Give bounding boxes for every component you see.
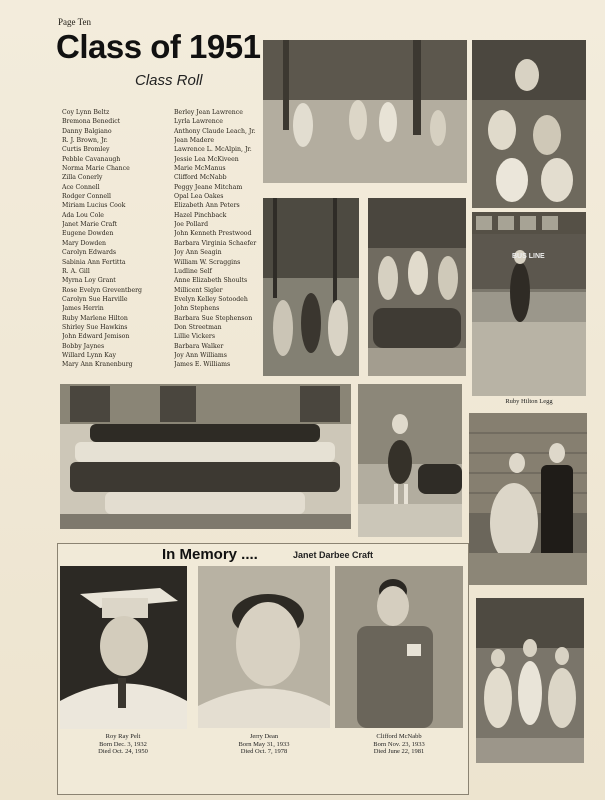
photo-girls-on-car <box>368 198 466 376</box>
photo-class-group <box>60 384 351 529</box>
class-roll-name: Hazel Pinchback <box>174 211 227 219</box>
class-roll-name: Anthony Claude Leach, Jr. <box>174 127 256 135</box>
page-title: Class of 1951 <box>56 28 261 65</box>
photo-three-friends <box>476 598 584 763</box>
class-roll-name: Coy Lynn Beltz <box>62 109 110 116</box>
class-roll-name: James Herrin <box>62 305 104 313</box>
class-roll-name: Danny Balgiano <box>62 127 112 135</box>
bus-sign-text: BUS LINE <box>512 253 545 260</box>
in-memory-heading: In Memory .... <box>162 546 258 563</box>
class-roll-name: Mary Dowden <box>62 239 107 247</box>
class-roll-name: Joy Ann Williams <box>174 351 227 359</box>
memorial-died: Died June 22, 1981 <box>373 748 425 756</box>
class-roll-name: Clifford McNabb <box>174 174 227 182</box>
class-roll-heading: Class Roll <box>135 72 203 89</box>
class-roll-name: John Edward Jemison <box>62 333 130 341</box>
photo-jerry-dean <box>198 566 330 728</box>
memorial-name: Roy Ray Pelt <box>105 733 141 740</box>
class-roll-name: Rodger Connell <box>62 193 111 201</box>
class-roll-name: John Kenneth Prestwood <box>174 230 252 238</box>
photo-group-posing <box>472 40 586 208</box>
caption-ruby-hilton-legg: Ruby Hilton Legg <box>505 398 553 405</box>
class-roll-name: Eugene Dowden <box>62 230 114 238</box>
class-roll-name: Norma Marie Chance <box>62 165 130 173</box>
class-roll-name: James E. Williams <box>174 361 231 369</box>
class-roll-name: Elizabeth Ann Peters <box>174 202 240 210</box>
class-roll-name: Janet Marie Craft <box>62 221 118 229</box>
photo-girls-playing <box>263 40 467 183</box>
memorial-born: Born Dec. 3, 1932 <box>99 740 147 748</box>
photo-roy-ray-pelt <box>60 566 187 729</box>
class-roll-name: Ada Lou Cole <box>62 211 104 219</box>
class-roll-name: Bremona Benedict <box>62 118 121 126</box>
photo-girls-in-woods <box>263 198 359 376</box>
class-roll-name: Carolyn Edwards <box>62 249 117 257</box>
class-roll-name: Barbara Sue Stephenson <box>174 314 253 322</box>
class-roll-name: Evelyn Kelley Sotoodeh <box>174 295 248 303</box>
photo-girl-by-bus <box>472 212 586 396</box>
photo-majorette <box>358 384 462 537</box>
memorial-caption-jerry-dean <box>204 733 324 756</box>
class-roll-name: William W. Scraggins <box>174 258 241 266</box>
class-roll-name: Willard Lynn Kay <box>62 351 117 359</box>
memorial-born: Born May 31, 1933 <box>238 740 290 748</box>
class-roll-name: Millicent Sigler <box>174 286 223 294</box>
class-roll-name: Jean Madere <box>174 137 215 145</box>
class-roll-name: John Stephens <box>174 305 220 313</box>
class-roll-name: Anne Elizabeth Shoults <box>174 277 248 285</box>
class-roll-name: Sabinia Ann Fertitta <box>62 258 126 266</box>
class-roll-name: Bobby Jaynes <box>62 342 105 350</box>
class-roll-name: Myrna Loy Grant <box>62 277 116 285</box>
class-roll-name: Mary Ann Kranenburg <box>62 361 133 369</box>
class-roll-name: Ludline Self <box>174 267 212 275</box>
class-roll-name: Lillie Vickers <box>174 333 216 341</box>
class-roll-name: Don Streetman <box>174 323 222 331</box>
class-roll-name: Joy Ann Seagin <box>174 249 222 257</box>
class-roll-name: Joe Pollard <box>174 221 209 229</box>
class-roll-name: Marie McManus <box>174 165 226 173</box>
class-roll-name: R. A. Gill <box>62 267 90 275</box>
in-memory-honoree: Janet Darbee Craft <box>293 550 374 560</box>
memorial-name: Clifford McNabb <box>376 733 422 740</box>
class-roll-name: Peggy Jeane Mitcham <box>174 183 243 191</box>
photo-clifford-mcnabb <box>335 566 463 728</box>
class-roll-name: Barbara Virginia Schaefer <box>174 239 257 247</box>
memorial-died: Died Oct. 7, 1978 <box>240 748 288 756</box>
page-label: Page Ten <box>58 17 91 27</box>
class-roll-name: Jessie Lea McKiveen <box>174 155 239 163</box>
class-roll-name: Zilla Conerly <box>62 174 103 182</box>
class-roll-name: R. J. Brown, Jr. <box>62 137 108 145</box>
memorial-caption-clifford-mcnabb <box>339 733 459 756</box>
memorial-born: Born Nov. 23, 1933 <box>373 740 425 748</box>
class-roll-name: Shirley Sue Hawkins <box>62 323 128 331</box>
memorial-name: Jerry Dean <box>249 733 279 740</box>
class-roll-name: Ruby Marlene Hilton <box>62 314 128 322</box>
class-roll-name: Carolyn Sue Harville <box>62 295 128 303</box>
class-roll-name: Lyrla Lawrence <box>174 118 223 126</box>
memorial-died: Died Oct. 24, 1950 <box>98 748 148 756</box>
memorial-caption-roy-ray-pelt <box>63 733 183 756</box>
photo-couple-formal <box>469 413 587 585</box>
class-roll-name: Curtis Bromley <box>62 146 110 154</box>
class-roll-name: Pebble Cavanaugh <box>62 155 121 163</box>
class-roll-name: Barbara Walker <box>174 342 224 350</box>
class-roll-name: Rose Evelyn Greventberg <box>62 286 143 294</box>
class-roll-name: Lawrence L. McAlpin, Jr. <box>174 146 252 154</box>
class-roll-name: Ace Connell <box>62 183 100 191</box>
class-roll-name: Miriam Lucius Cook <box>62 202 126 210</box>
class-roll-name: Berley Jean Lawrence <box>174 109 243 116</box>
class-roll-name: Opal Lea Oakes <box>174 193 224 201</box>
class-roll-left-column <box>62 108 172 370</box>
